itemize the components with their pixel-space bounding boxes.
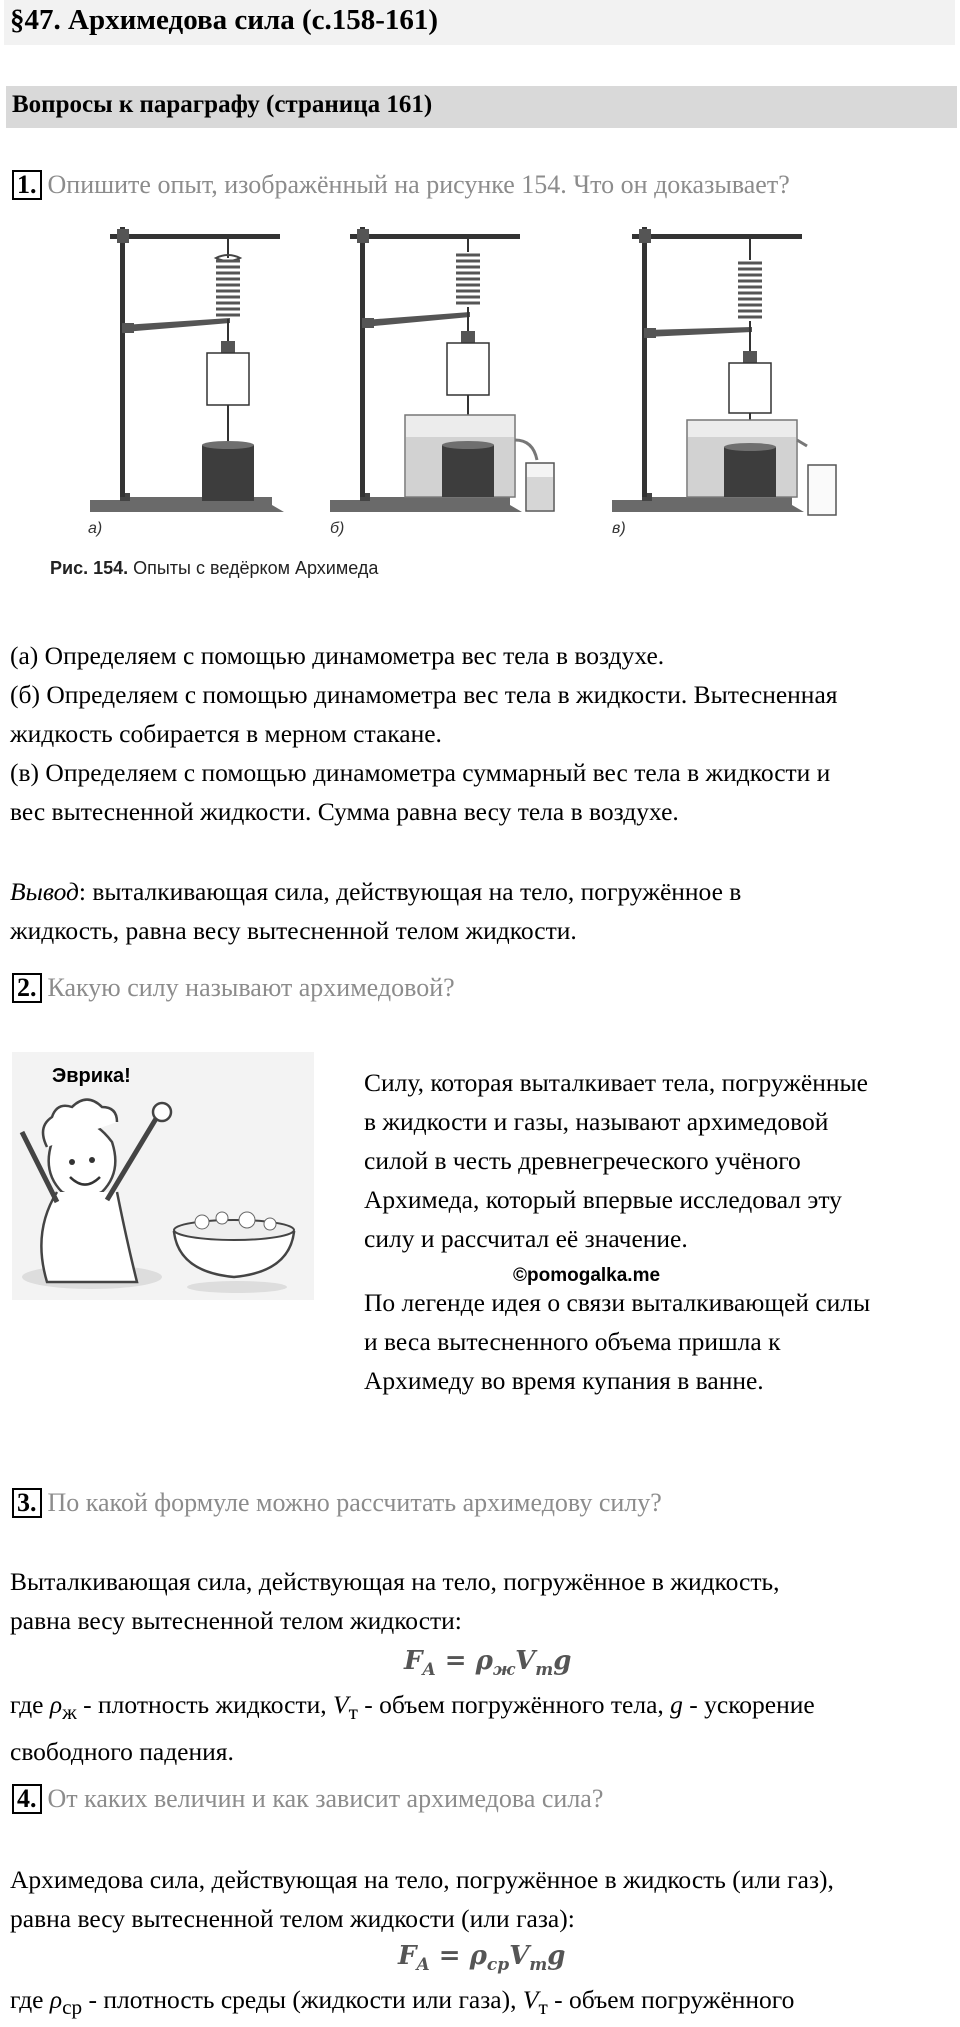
q1-answer: [10, 636, 838, 831]
q2-legend: [364, 1283, 870, 1400]
question-3: [12, 1488, 662, 1518]
question-text: От каких величин и как зависит архимедова сила?: [47, 1784, 604, 1813]
question-text: Опишите опыт, изображённый на рисунке 154. Что он доказывает?: [47, 170, 790, 199]
svg-text:Эврика!: Эврика!: [52, 1065, 131, 1087]
legend-line: Архимеду во время купания в ванне.: [364, 1366, 764, 1395]
q4-answer: [10, 1860, 834, 1938]
figure-caption: Рис. 154. Опыты с ведёрком Архимеда: [50, 558, 379, 578]
svg-text:б): б): [330, 520, 345, 537]
svg-text:а): а): [88, 520, 103, 537]
eureka-illustration: [12, 1052, 314, 1300]
question-1: [12, 170, 790, 200]
watermark: ©pomogalka.me: [513, 1265, 661, 1286]
answer-line: Архимеда, который впервые исследовал эту: [364, 1185, 842, 1214]
question-text: По какой формуле можно рассчитать архимедову силу?: [47, 1488, 662, 1517]
answer-line: Выталкивающая сила, действующая на тело, погружённое в жидкость,: [10, 1567, 780, 1596]
question-text: Какую силу называют архимедовой?: [47, 973, 455, 1002]
legend-line: и веса вытесненного объема пришла к: [364, 1327, 781, 1356]
question-4: [12, 1784, 603, 1814]
conclusion-text: жидкость, равна весу вытесненной телом жидкости.: [10, 916, 577, 945]
archimedes-formula: $F_A = \rho_жV_тg$: [404, 1646, 572, 1681]
answer-line: (в) Определяем с помощью динамометра суммарный вес тела в жидкости и: [10, 758, 831, 787]
q1-conclusion: [10, 872, 741, 950]
answer-line: вес вытесненной жидкости. Сумма равна весу тела в воздухе.: [10, 797, 679, 826]
setup-b: [330, 227, 554, 537]
setup-c: [612, 227, 836, 537]
q4-where: где $\rho_{ср}$ - плотность среды (жидкости или газа), $V_т$ - объем погружённого: [10, 1985, 795, 2020]
answer-line: Архимедова сила, действующая на тело, погружённое в жидкость (или газ),: [10, 1865, 834, 1894]
archimedes-formula-medium: $F_A = \rho_{ср}V_тg$: [398, 1941, 566, 1976]
answer-line: (а) Определяем с помощью динамометра вес тела в воздухе.: [10, 641, 665, 670]
answer-line: жидкость собирается в мерном стакане.: [10, 719, 442, 748]
q3-answer: [10, 1562, 780, 1640]
legend-line: По легенде идея о связи выталкивающей силы: [364, 1288, 871, 1317]
question-number: 4.: [12, 1784, 42, 1814]
question-number: 2.: [12, 973, 42, 1003]
svg-text:в): в): [612, 520, 626, 537]
answer-line: силу и рассчитал её значение.: [364, 1224, 688, 1253]
question-number: 1.: [12, 170, 42, 200]
page-title: §47. Архимедова сила (с.158-161): [10, 4, 439, 36]
question-number: 3.: [12, 1488, 42, 1518]
answer-line: (б) Определяем с помощью динамометра вес тела в жидкости. Вытесненная: [10, 680, 838, 709]
answer-line: Силу, которая выталкивает тела, погружённые: [364, 1068, 868, 1097]
answer-line: равна весу вытесненной телом жидкости (или газа):: [10, 1904, 575, 1933]
q3-where: где $\rho_ж$ - плотность жидкости, $V_т$ - объем погружённого тела, g - ускорение свободного падения.: [10, 1685, 815, 1771]
q2-answer: [364, 1063, 868, 1258]
section-title: Вопросы к параграфу (страница 161): [12, 91, 433, 118]
archimedes-bucket-figure: [40, 215, 920, 545]
conclusion-label: Вывод: [10, 877, 79, 906]
answer-line: свободного падения.: [10, 1737, 234, 1767]
answer-line: в жидкости и газы, называют архимедовой: [364, 1107, 829, 1136]
question-2: [12, 973, 455, 1003]
answer-line: силой в честь древнегреческого учёного: [364, 1146, 801, 1175]
answer-line: равна весу вытесненной телом жидкости:: [10, 1606, 462, 1635]
conclusion-text: : выталкивающая сила, действующая на тело, погружённое в: [78, 877, 742, 906]
setup-a: [88, 227, 284, 537]
